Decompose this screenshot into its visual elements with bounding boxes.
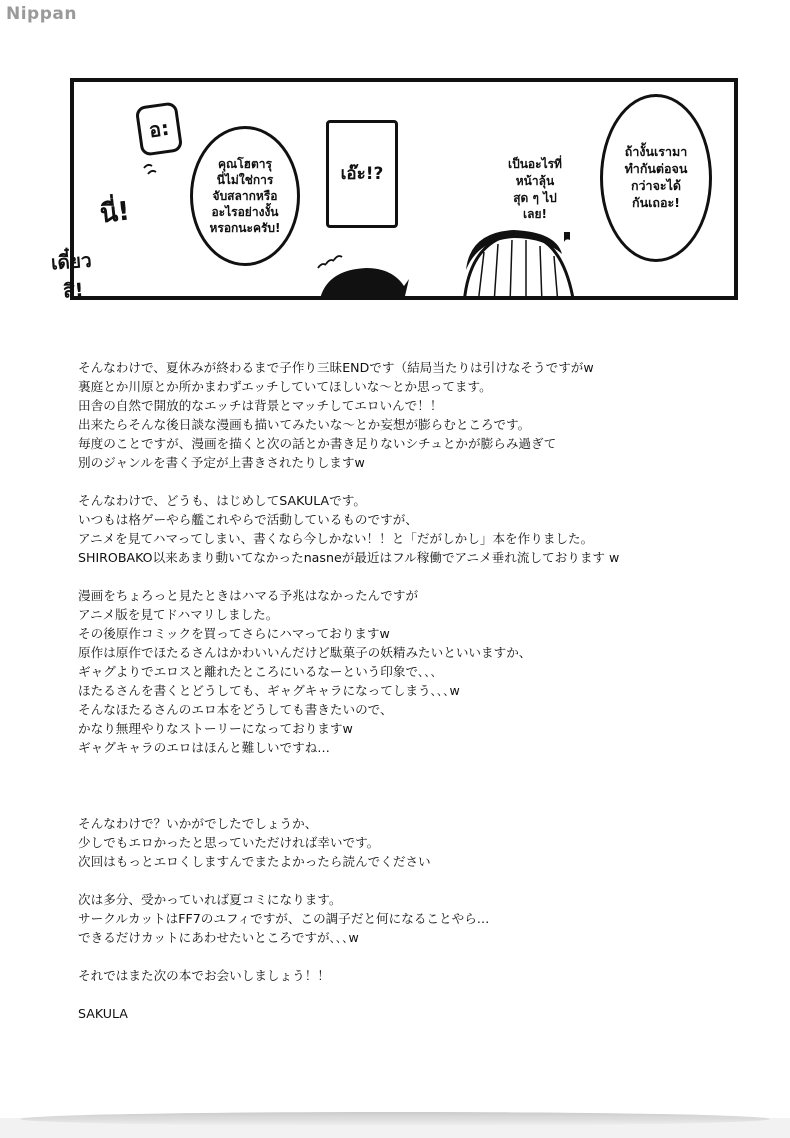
- watermark: Nippan: [6, 4, 77, 24]
- text-line: 原作は原作でほたるさんはかわいいんだけど駄菓子の妖精みたいといいますか、: [78, 645, 532, 660]
- text-line: ほたるさんを書くとどうしても、ギャグキャラになってしまう､､､w: [78, 683, 460, 698]
- paragraph-2: [78, 491, 768, 567]
- text-line: そんなわけで、どうも、はじめしてSAKULAです。: [78, 493, 366, 508]
- paragraph-5: [78, 890, 768, 947]
- sfx-text-khwamsuk: เป็นอะไรที่ หน้าลุ้น สุด ๆ ไป เลย!: [508, 157, 562, 222]
- text-line: サークルカットはFF7のユフィですが、この調子だと何になることやら…: [78, 911, 490, 926]
- text-line: 出来たらそんな後日談な漫画も描いてみたいな～とか妄想が膨らむところです。: [78, 417, 531, 432]
- text-line: SHIROBAKO以来あまり動いてなかったnasneが最近はフル稼働でアニメ垂れ流しております w: [78, 550, 620, 565]
- page-shadow: [20, 1112, 770, 1126]
- text-line: 毎度のことですが、漫画を描くと次の話とか書き足りないシチュとかが膨らみ過ぎて: [78, 436, 557, 451]
- afterword-text: [78, 358, 768, 1023]
- text-line: 少しでもエロかったと思っていただければ幸いです。: [78, 835, 380, 850]
- text-line: アニメを見てハマってしまい、書くなら今しかない！！と「だがしかし」本を作りました。: [78, 531, 594, 546]
- speech-bubble-aa: [135, 101, 184, 156]
- text-line: そんなわけで？いかがでしたでしょうか、: [78, 816, 318, 831]
- speech-text-takanmai: ถ้างั้นเรามา ทำกันต่อจน กว่าจะได้ กันเถอะ!: [624, 144, 688, 210]
- speech-bubble-hosutaru: [190, 126, 300, 266]
- text-line: アニメ版を見てドハマリしました。: [78, 607, 279, 622]
- text-line: 次は多分、受かっていれば夏コミになります。: [78, 892, 342, 907]
- text-line: できるだけカットにあわせたいところですが､､､w: [78, 930, 359, 945]
- speech-bubble-eh: [326, 120, 398, 228]
- speech-bubble-takanmai: [600, 94, 712, 262]
- paragraph-6: [78, 966, 768, 985]
- speech-text-hosutaru: คุณโฮตารุ นี่ไม่ใช่การ จับสลากหรือ อะไรอย่างงั้น หรอกนะครับ!: [209, 156, 281, 236]
- text-line: そんなほたるさんのエロ本をどうしても書きたいので、: [78, 702, 393, 717]
- text-line: ギャグキャラのエロはほんと難しいですね…: [78, 740, 330, 755]
- text-line: 田舎の自然で開放的なエッチは背景とマッチしてエロいんで！！: [78, 398, 443, 413]
- speech-text-eh: เอ๊ะ!?: [340, 163, 384, 184]
- sfx-text-dieow: เดี๋ยว สิ!: [50, 249, 93, 303]
- text-line: 漫画をちょろっと見たときはハマる予兆はなかったんですが: [78, 588, 419, 603]
- paragraph-3: [78, 586, 768, 757]
- text-line: ギャグよりでエロスと離れたところにいるなーという印象で､､､: [78, 664, 437, 679]
- text-line: それではまた次の本でお会いしましょう！！: [78, 968, 330, 983]
- signature: SAKULA: [78, 1006, 128, 1021]
- text-line: いつもは格ゲーやら艦これやらで活動しているものですが、: [78, 512, 418, 527]
- comic-panel: [70, 78, 738, 300]
- text-line: かなり無理やりなストーリーになっておりますw: [78, 721, 353, 736]
- text-line: そんなわけで、夏休みが終わるまで子作り三昧ENDです（結局当たりは引けなそうですがw: [78, 360, 594, 375]
- sfx-text-ni: นี่!: [98, 196, 132, 230]
- speech-text-aa: อ:: [147, 115, 171, 142]
- text-line: 次回はもっとエロくしますんでまたよかったら読んでください: [78, 854, 431, 869]
- text-line: その後原作コミックを買ってさらにハマっておりますw: [78, 626, 390, 641]
- text-line: 別のジャンルを書く予定が上書きされたりしますw: [78, 455, 365, 470]
- text-line: 裏庭とか川原とか所かまわずエッチしていてほしいな～とか思ってます。: [78, 379, 492, 394]
- paragraph-1: [78, 358, 768, 472]
- paragraph-4: [78, 814, 768, 871]
